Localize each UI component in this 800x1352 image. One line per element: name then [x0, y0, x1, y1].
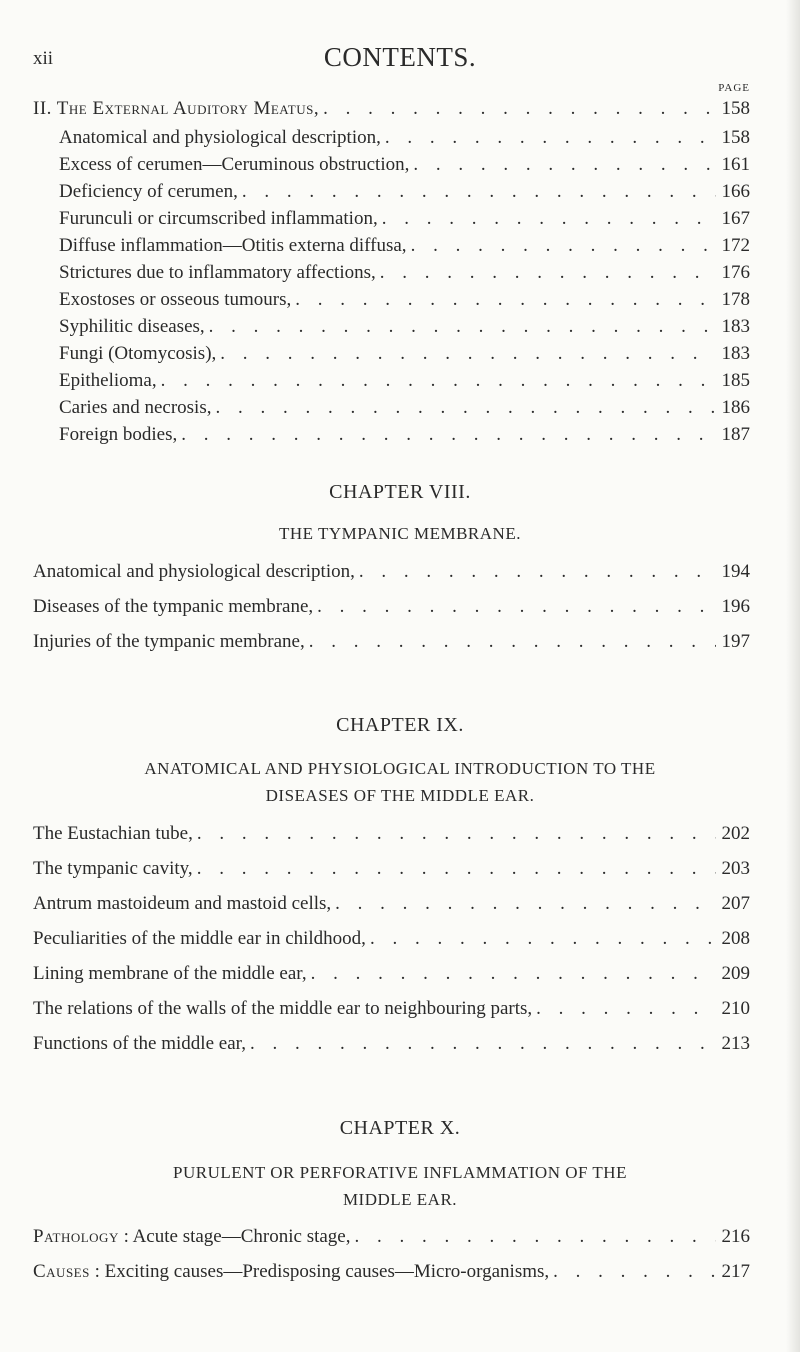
toc-entry-title: II. The External Auditory Meatus,: [33, 98, 320, 119]
dot-leader: [553, 1260, 716, 1284]
toc-entry-page: 185: [721, 370, 750, 391]
toc-entry-page: 186: [721, 397, 750, 418]
toc-entry-page: 166: [721, 181, 750, 202]
toc-entry-title: Syphilitic diseases,: [59, 316, 205, 337]
toc-entry-label: Pathology: [33, 1226, 119, 1247]
page-folio: xii: [33, 48, 54, 69]
dot-leader: [250, 1032, 716, 1056]
toc-entry[interactable]: [59, 342, 750, 366]
toc-entry-title: The tympanic cavity,: [33, 858, 193, 879]
dot-leader: [413, 153, 716, 177]
toc-entry-title: Epithelioma,: [59, 370, 157, 391]
chapter-subtitle: ANATOMICAL AND PHYSIOLOGICAL INTRODUCTION TO THE: [144, 759, 656, 778]
toc-entry-title: [33, 1225, 350, 1249]
toc-entry[interactable]: [33, 997, 750, 1021]
toc-entry-page: 210: [721, 998, 750, 1019]
toc-entry-title: Functions of the middle ear,: [33, 1033, 246, 1054]
toc-entry[interactable]: [33, 857, 750, 881]
toc-entry[interactable]: [33, 560, 750, 584]
toc-entry[interactable]: [33, 595, 750, 619]
toc-entry-text: : Exciting causes—Predisposing causes—Micro-organisms,: [94, 1261, 550, 1282]
toc-entry[interactable]: [33, 927, 750, 951]
toc-entry-page: 207: [721, 893, 750, 914]
dot-leader: [317, 595, 716, 619]
toc-entry[interactable]: [59, 207, 750, 231]
chapter-heading: CHAPTER IX.: [336, 714, 464, 736]
toc-entry[interactable]: [59, 180, 750, 204]
dot-leader: [380, 261, 716, 285]
toc-entry-text: : Acute stage—Chronic stage,: [123, 1226, 351, 1247]
chapter-subtitle: MIDDLE EAR.: [342, 1190, 458, 1209]
toc-entry-title: Strictures due to inflammatory affections,: [59, 262, 376, 283]
toc-entry-title: Furunculi or circumscribed inflammation,: [59, 208, 378, 229]
toc-entry-page: 217: [721, 1261, 750, 1282]
toc-entry[interactable]: [33, 822, 750, 846]
dot-leader: [335, 892, 716, 916]
chapter-subtitle: THE TYMPANIC MEMBRANE.: [279, 524, 521, 543]
toc-entry-page: 167: [721, 208, 750, 229]
toc-entry[interactable]: [59, 153, 750, 177]
toc-entry-title: Caries and necrosis,: [59, 397, 212, 418]
dot-leader: [161, 369, 716, 393]
toc-entry-title: Foreign bodies,: [59, 424, 178, 445]
toc-entry-label: Causes: [33, 1261, 90, 1282]
toc-entry[interactable]: [59, 288, 750, 312]
toc-entry-page: 203: [721, 858, 750, 879]
toc-entry[interactable]: [33, 962, 750, 986]
dot-leader: [382, 207, 716, 231]
toc-entry-page: 208: [721, 928, 750, 949]
toc-entry-title: Peculiarities of the middle ear in childhood,: [33, 928, 366, 949]
dot-leader: [311, 962, 716, 986]
toc-entry-page: 161: [721, 154, 750, 175]
dot-leader: [536, 997, 716, 1021]
toc-entry-page: 194: [721, 561, 750, 582]
toc-entry[interactable]: [59, 234, 750, 258]
dot-leader: [220, 342, 716, 366]
chapter-subtitle: DISEASES OF THE MIDDLE EAR.: [265, 786, 535, 805]
toc-entry[interactable]: [59, 126, 750, 150]
toc-entry-title: Antrum mastoideum and mastoid cells,: [33, 893, 332, 914]
chapter-heading: CHAPTER VIII.: [329, 481, 471, 503]
dot-leader: [209, 315, 716, 339]
toc-entry-title: Deficiency of cerumen,: [59, 181, 238, 202]
toc-entry-page: 216: [721, 1226, 750, 1247]
toc-entry-title: The Eustachian tube,: [33, 823, 193, 844]
toc-entry-title: Exostoses or osseous tumours,: [59, 289, 292, 310]
toc-entry-page: 176: [721, 262, 750, 283]
dot-leader: [359, 560, 716, 584]
toc-entry-page: 158: [721, 127, 750, 148]
dot-leader: [197, 822, 716, 846]
page-header: [0, 42, 800, 72]
toc-entry-page: 183: [721, 343, 750, 364]
dot-leader: [295, 288, 716, 312]
chapter-subtitle: PURULENT OR PERFORATIVE INFLAMMATION OF THE: [173, 1163, 627, 1182]
dot-leader: [242, 180, 716, 204]
dot-leader: [323, 97, 716, 121]
page-column-label: PAGE: [718, 82, 750, 94]
toc-entry-title: [33, 1260, 549, 1284]
toc-section-heading[interactable]: [33, 97, 750, 121]
toc-entry-page: 187: [721, 424, 750, 445]
toc-entry[interactable]: [59, 423, 750, 447]
toc-entry[interactable]: [59, 261, 750, 285]
toc-entry-page: 183: [721, 316, 750, 337]
dot-leader: [370, 927, 716, 951]
toc-entry-title: Excess of cerumen—Ceruminous obstruction,: [59, 154, 410, 175]
toc-entry-page: 158: [721, 98, 750, 119]
toc-entry-title: Diffuse inflammation—Otitis externa diffusa,: [59, 235, 407, 256]
toc-entry[interactable]: [33, 1260, 750, 1284]
toc-entry-page: 196: [721, 596, 750, 617]
toc-entry[interactable]: [33, 1225, 750, 1249]
dot-leader: [215, 396, 716, 420]
page-edge-shadow: [786, 0, 800, 1352]
running-title: CONTENTS.: [323, 42, 477, 72]
toc-entry[interactable]: [59, 396, 750, 420]
toc-entry-title: Injuries of the tympanic membrane,: [33, 631, 305, 652]
dot-leader: [411, 234, 716, 258]
dot-leader: [181, 423, 716, 447]
toc-entry-title: Fungi (Otomycosis),: [59, 343, 217, 364]
toc-entry-title: Diseases of the tympanic membrane,: [33, 596, 314, 617]
toc-entry-title: The relations of the walls of the middle ear to neighbouring parts,: [33, 998, 533, 1019]
toc-entry-title: Anatomical and physiological description,: [33, 561, 355, 582]
toc-entry[interactable]: [33, 1032, 750, 1056]
toc-entry-page: 209: [721, 963, 750, 984]
toc-entry[interactable]: [59, 369, 750, 393]
dot-leader: [385, 126, 716, 150]
toc-entry-title: Lining membrane of the middle ear,: [33, 963, 307, 984]
toc-entry[interactable]: [59, 315, 750, 339]
toc-entry[interactable]: [33, 892, 750, 916]
dot-leader: [354, 1225, 716, 1249]
toc-entry-page: 197: [721, 631, 750, 652]
toc-entry-page: 202: [721, 823, 750, 844]
toc-entry[interactable]: [33, 630, 750, 654]
toc-entry-title: Anatomical and physiological description,: [59, 127, 381, 148]
dot-leader: [197, 857, 716, 881]
toc-entry-page: 178: [721, 289, 750, 310]
dot-leader: [309, 630, 716, 654]
toc-entry-page: 213: [721, 1033, 750, 1054]
chapter-heading: CHAPTER X.: [339, 1117, 461, 1139]
toc-entry-page: 172: [721, 235, 750, 256]
